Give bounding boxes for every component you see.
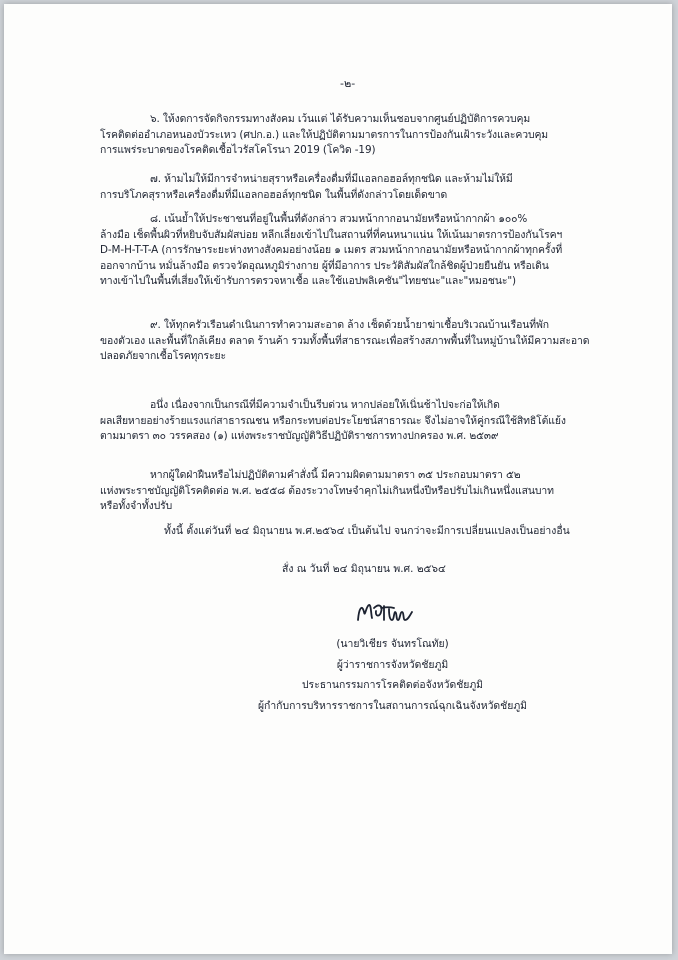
paragraph-line: ผลเสียหายอย่างร้ายแรงแก่สาธารณชน หรือกระทบต่อประโยชน์สาธารณะ จึงไม่อาจให้คู่กรณีใช้สิทธิโต้แย้ง <box>100 414 566 427</box>
paragraph-line: หรือทั้งจำทั้งปรับ <box>100 500 173 513</box>
paragraph-line: ตามมาตรา ๓๐ วรรคสอง (๑) แห่งพระราชบัญญัติวิธีปฏิบัติราชการทางปกครอง พ.ศ. ๒๕๓๙ <box>100 430 499 443</box>
paragraph-penalty <box>100 468 625 515</box>
signatory-name: (นายวิเชียร จันทรโณทัย) <box>336 638 449 650</box>
paragraph-line: ๙. ให้ทุกครัวเรือนดำเนินการทำความสะอาด ล้าง เช็ดด้วยน้ำยาฆ่าเชื้อบริเวณบ้านเรือนที่พัก <box>150 319 549 331</box>
page-number: -๒- <box>340 77 356 90</box>
paragraph-line: ๗. ห้ามไม่ให้มีการจำหน่ายสุราหรือเครื่องดื่มที่มีแอลกอฮอล์ทุกชนิด และห้ามไม่ให้มี <box>150 173 513 185</box>
order-date-line: สั่ง ณ วันที่ ๒๔ มิถุนายน พ.ศ. ๒๕๖๔ <box>282 563 446 575</box>
paragraph-line: หากผู้ใดฝ่าฝืนหรือไม่ปฏิบัติตามคำสั่งนี้ มีความผิดตามมาตรา ๓๕ ประกอบมาตรา ๕๒ <box>150 469 521 481</box>
paragraph-line: การแพร่ระบาดของโรคติดเชื้อไวรัสโคโรนา 2019 (โควิด -19) <box>100 144 376 157</box>
paragraph-note <box>100 398 625 445</box>
signatory-block <box>130 637 655 719</box>
signatory-title: ผู้กำกับการบริหารราชการในสถานการณ์ฉุกเฉินจังหวัดชัยภูมิ <box>257 699 528 712</box>
paragraph-line: ๘. เน้นย้ำให้ประชาชนที่อยู่ในพื้นที่ดังกล่าว สวมหน้ากากอนามัยหรือหน้ากากผ้า ๑๐๐% <box>150 213 528 225</box>
document-page <box>4 4 672 954</box>
paragraph-line: อนึ่ง เนื่องจากเป็นกรณีที่มีความจำเป็นรีบด่วน หากปล่อยให้เนิ่นช้าไปจะก่อให้เกิด <box>150 399 500 411</box>
paragraph-line: ล้างมือ เช็ดพื้นผิวที่หยิบจับสัมผัสบ่อย หลีกเลี่ยงเข้าไปในสถานที่ที่คนหนาแน่น ให้เน้นมาตรการป้องกันโรคฯ <box>100 228 563 241</box>
signatory-title: ผู้ว่าราชการจังหวัดชัยภูมิ <box>336 658 449 671</box>
effective-line: ทั้งนี้ ตั้งแต่วันที่ ๒๔ มิถุนายน พ.ศ.๒๕๖๔ เป็นต้นไป จนกว่าจะมีการเปลี่ยนแปลงเป็นอย่างอื่น <box>164 525 570 537</box>
paragraph-line: แห่งพระราชบัญญัติโรคติดต่อ พ.ศ. ๒๕๕๘ ต้องระวางโทษจำคุกไม่เกินหนึ่งปีหรือปรับไม่เกินหนึ่งแสนบาท <box>100 484 554 497</box>
signature-image <box>356 600 416 626</box>
paragraph-line: ปลอดภัยจากเชื้อโรคทุกระยะ <box>100 350 226 363</box>
paragraph-6 <box>100 112 625 159</box>
paragraph-line: ๖. ให้งดการจัดกิจกรรมทางสังคม เว้นแต่ ได้รับความเห็นชอบจากศูนย์ปฏิบัติการควบคุม <box>150 113 531 125</box>
paragraph-9 <box>100 318 625 365</box>
paragraph-line: โรคติดต่ออำเภอหนองบัวระเหว (ศปก.อ.) และให้ปฏิบัติตามมาตรการในการป้องกันเฝ้าระวังและควบคุม <box>100 128 549 141</box>
effective-date <box>100 524 625 540</box>
paragraph-line: ออกจากบ้าน หมั่นล้างมือ ตรวจวัดอุณหภูมิร่างกาย ผู้ที่มีอาการ ประวัติสัมผัสใกล้ชิดผู้ป่วยยืนยัน หรือเดิน <box>100 259 549 272</box>
paragraph-line: ของตัวเอง และพื้นที่ใกล้เคียง ตลาด ร้านค้า รวมทั้งพื้นที่สาธารณะเพื่อสร้างสภาพพื้นที่ในหมู่บ้านให้มีความสะอาด <box>100 334 590 347</box>
order-date <box>100 562 625 578</box>
paragraph-line: D-M-H-T-T-A (การรักษาระยะห่างทางสังคมอย่างน้อย ๑ เมตร สวมหน้ากากอนามัยหรือหน้ากากผ้าทุกครั้งที่ <box>100 244 563 257</box>
signatory-title: ประธานกรรมการโรคติดต่อจังหวัดชัยภูมิ <box>301 679 484 692</box>
paragraph-line: การบริโภคสุราหรือเครื่องดื่มที่มีแอลกอฮอล์ทุกชนิด ในพื้นที่ดังกล่าวโดยเด็ดขาด <box>100 188 448 201</box>
paragraph-line: ทางเข้าไปในพื้นที่เสี่ยงให้เข้ารับการตรวจหาเชื้อ และใช้แอปพลิเคชัน"ไทยชนะ"และ"หมอชนะ") <box>100 275 516 288</box>
paragraph-8 <box>100 212 625 290</box>
paragraph-7 <box>100 172 625 203</box>
